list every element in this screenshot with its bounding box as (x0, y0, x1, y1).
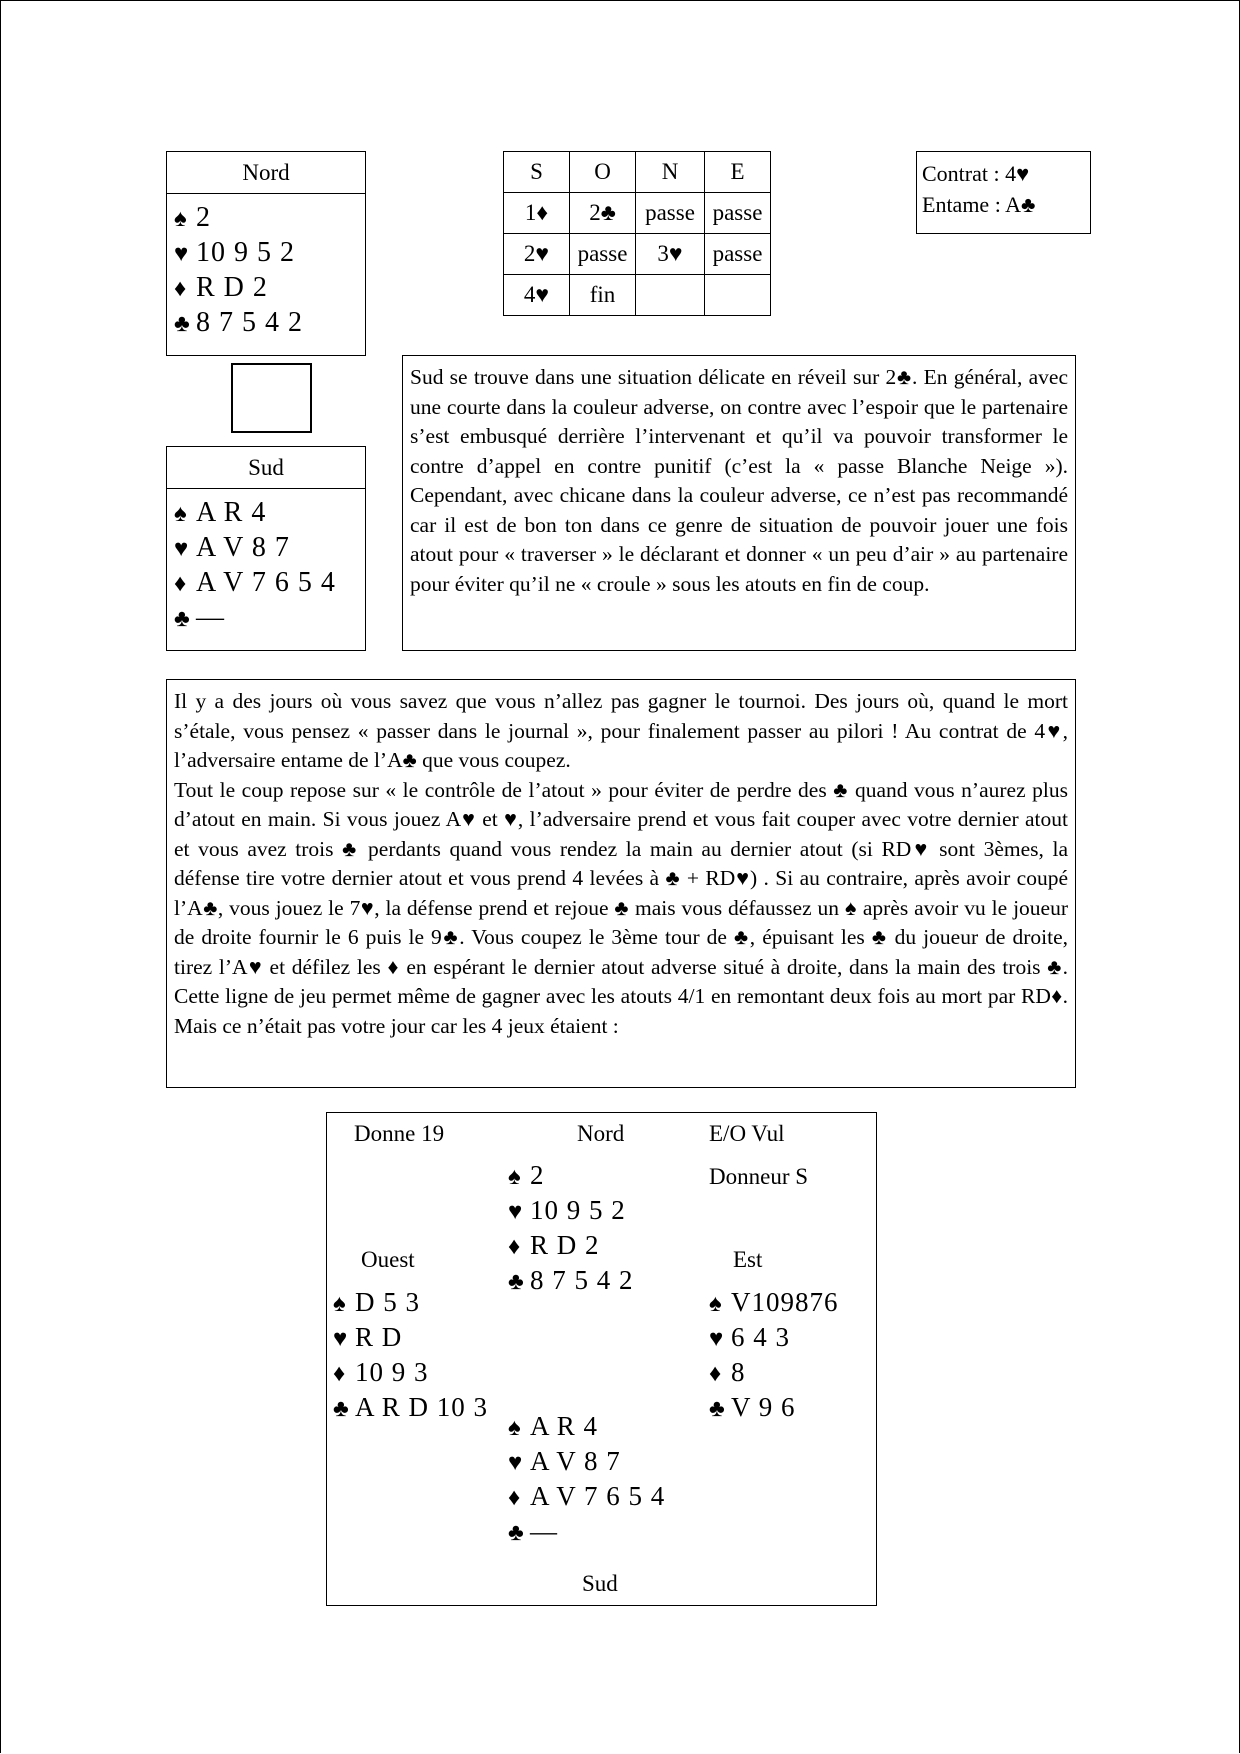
diagram-east-diamonds-cards: 8 (731, 1357, 746, 1387)
deal-diagram (326, 1112, 877, 1606)
south-label: Sud (582, 1571, 618, 1596)
diagram-west-hand (333, 1285, 488, 1425)
diagram-east-hearts (709, 1320, 839, 1355)
commentary-box-2 (166, 679, 1076, 1088)
club-icon: ♣ (709, 1396, 726, 1422)
north-spades (174, 200, 365, 235)
diagram-east-clubs (709, 1390, 839, 1425)
diagram-north-hearts (508, 1193, 634, 1228)
club-icon: ♣ (174, 606, 191, 632)
bid-cell: 1♦ (504, 193, 570, 234)
bid-cell: passe (705, 193, 771, 234)
diamond-icon: ♦ (174, 571, 188, 597)
diagram-east-spades (709, 1285, 839, 1320)
diagram-west-diamonds (333, 1355, 488, 1390)
south-hearts-cards: A V 8 7 (196, 532, 290, 563)
bid-cell: 3♥ (636, 234, 705, 275)
north-hand-title: Nord (167, 152, 365, 194)
club-icon: ♣ (333, 1396, 350, 1422)
diagram-north-diamonds-cards: R D 2 (530, 1230, 600, 1260)
south-clubs (174, 600, 365, 635)
diagram-east-diamonds (709, 1355, 839, 1390)
diagram-west-clubs-cards: A R D 10 3 (355, 1392, 489, 1422)
heart-icon: ♥ (709, 1326, 725, 1352)
diagram-north-hand (508, 1158, 634, 1298)
north-diamonds-cards: R D 2 (196, 272, 268, 303)
diagram-north-spades (508, 1158, 634, 1193)
north-hand-lines (167, 194, 365, 340)
diagram-north-diamonds (508, 1228, 634, 1263)
bid-cell: passe (636, 193, 705, 234)
lead-line: Entame : A♣ (922, 192, 1036, 217)
diagram-west-spades (333, 1285, 488, 1320)
commentary-2-para-1: Il y a des jours où vous savez que vous n’allez pas gagner le tournoi. Des jours où, quand le mort s’étale, vous pensez « passer dans le journal », pour finalement passer au pilori ! Au contrat de 4♥, l’adversaire entame de l’A♣ que vous coupez. (174, 689, 1068, 772)
diagram-south-spades (508, 1409, 665, 1444)
club-icon: ♣ (174, 311, 191, 337)
south-spades (174, 495, 365, 530)
south-hearts (174, 530, 365, 565)
deal-number: Donne 19 (354, 1121, 445, 1146)
bidding-row (504, 193, 771, 234)
north-label: Nord (577, 1121, 625, 1146)
diagram-west-hearts-cards: R D (355, 1322, 403, 1352)
heart-icon: ♥ (333, 1326, 349, 1352)
dealer: Donneur S (709, 1164, 809, 1189)
diagram-east-spades-cards: V109876 (731, 1287, 839, 1317)
diagram-north-hearts-cards: 10 9 5 2 (530, 1195, 626, 1225)
diagram-west-spades-cards: D 5 3 (355, 1287, 420, 1317)
north-spades-cards: 2 (196, 202, 211, 233)
north-hearts (174, 235, 365, 270)
south-diamonds (174, 565, 365, 600)
south-spades-cards: A R 4 (196, 497, 267, 528)
diamond-icon: ♦ (508, 1234, 522, 1260)
south-diamonds-cards: A V 7 6 5 4 (196, 567, 336, 598)
spade-icon: ♠ (709, 1291, 723, 1317)
contract-box (916, 151, 1091, 234)
bid-cell (705, 275, 771, 316)
diagram-south-hearts-cards: A V 8 7 (530, 1446, 621, 1476)
bid-cell (636, 275, 705, 316)
south-clubs-cards: — (196, 602, 225, 633)
heart-icon: ♥ (508, 1199, 524, 1225)
diagram-east-hand (709, 1285, 839, 1425)
diagram-west-clubs (333, 1390, 488, 1425)
spade-icon: ♠ (174, 206, 188, 232)
commentary-box-1 (402, 355, 1076, 651)
diagram-south-diamonds-cards: A V 7 6 5 4 (530, 1481, 666, 1511)
east-label: Est (733, 1247, 763, 1272)
bidding-row (504, 234, 771, 275)
diagram-south-hearts (508, 1444, 665, 1479)
bid-header-n: N (636, 152, 705, 193)
diamond-icon: ♦ (333, 1361, 347, 1387)
diagram-east-hearts-cards: 6 4 3 (731, 1322, 790, 1352)
diagram-south-clubs (508, 1514, 665, 1549)
contract-line: Contrat : 4♥ (922, 161, 1030, 186)
diamond-icon: ♦ (174, 276, 188, 302)
diagram-south-clubs-cards: — (530, 1516, 558, 1546)
diamond-icon: ♦ (709, 1361, 723, 1387)
bidding-table (503, 151, 771, 316)
west-label: Ouest (361, 1247, 415, 1272)
spade-icon: ♠ (333, 1291, 347, 1317)
north-hearts-cards: 10 9 5 2 (196, 237, 295, 268)
south-hand-lines (167, 489, 365, 635)
diagram-north-clubs-cards: 8 7 5 4 2 (530, 1265, 634, 1295)
north-clubs-cards: 8 7 5 4 2 (196, 307, 303, 338)
diagram-west-diamonds-cards: 10 9 3 (355, 1357, 429, 1387)
heart-icon: ♥ (174, 241, 190, 267)
diagram-north-clubs (508, 1263, 634, 1298)
diagram-south-hand (508, 1409, 665, 1549)
club-icon: ♣ (508, 1269, 525, 1295)
bid-cell: fin (570, 275, 636, 316)
bid-header-s: S (504, 152, 570, 193)
commentary-1-text: Sud se trouve dans une situation délicate en réveil sur 2♣. En général, avec une courte dans la couleur adverse, on contre avec l’espoir que le partenaire s’est embusqué derrière l’intervenant et qu’il va pouvoir transformer le contre d’appel en contre punitif (c’est la « passe Blanche Neige »). Cependant, avec chicane dans la couleur adverse, ce n’est pas recommandé car il est de bon ton dans ce genre de situation de pouvoir jouer une fois atout pour « traverser » le déclarant et donner « un peu d’air » au partenaire pour éviter qu’il ne « croule » sous les atouts en fin de coup. (410, 365, 1068, 596)
vulnerability: E/O Vul (709, 1121, 785, 1146)
diagram-west-hearts (333, 1320, 488, 1355)
diagram-south-diamonds (508, 1479, 665, 1514)
diagram-east-clubs-cards: V 9 6 (731, 1392, 796, 1422)
bid-cell: passe (570, 234, 636, 275)
north-clubs (174, 305, 365, 340)
bid-cell: 4♥ (504, 275, 570, 316)
diagram-north-spades-cards: 2 (530, 1160, 545, 1190)
diagram-south-spades-cards: A R 4 (530, 1411, 599, 1441)
bidding-row (504, 275, 771, 316)
spade-icon: ♠ (174, 501, 188, 527)
bid-cell: 2♣ (570, 193, 636, 234)
bid-header-e: E (705, 152, 771, 193)
north-diamonds (174, 270, 365, 305)
heart-icon: ♥ (508, 1450, 524, 1476)
north-hand-box (166, 151, 366, 356)
spade-icon: ♠ (508, 1415, 522, 1441)
diamond-icon: ♦ (508, 1485, 522, 1511)
commentary-2-para-2: Tout le coup repose sur « le contrôle de l’atout » pour éviter de perdre des ♣ quand vous n’aurez plus d’atout en main. Si vous jouez A♥ et ♥, l’adversaire prend et vous fait couper avec votre dernier atout et vous avez trois ♣ perdants quand vous rendez la main au dernier atout (si RD♥ sont 3èmes, la défense tire votre dernier atout et vous prend 4 levées à ♣ + RD♥) . Si au contraire, après avoir coupé l’A♣, vous jouez le 7♥, la défense prend et rejoue ♣ mais vous défaussez un ♠ après avoir vu le joueur de droite fournir le 6 puis le 9♣. Vous coupez le 3ème tour de ♣, épuisant les ♣ du joueur de droite, tirez l’A♥ et défilez les ♦ en espérant le dernier atout adverse situé à droite, dans la main des trois ♣. Cette ligne de jeu permet même de gagner avec les atouts 4/1 en remontant deux fois au mort par RD♦. Mais ce n’était pas votre jour car les 4 jeux étaient : (174, 777, 1068, 1038)
club-icon: ♣ (508, 1520, 525, 1546)
table-placeholder-box (231, 363, 312, 433)
south-hand-box (166, 446, 366, 651)
south-hand-title: Sud (167, 447, 365, 489)
bid-cell: passe (705, 234, 771, 275)
heart-icon: ♥ (174, 536, 190, 562)
spade-icon: ♠ (508, 1164, 522, 1190)
bidding-header-row (504, 152, 771, 193)
bid-cell: 2♥ (504, 234, 570, 275)
bid-header-o: O (570, 152, 636, 193)
